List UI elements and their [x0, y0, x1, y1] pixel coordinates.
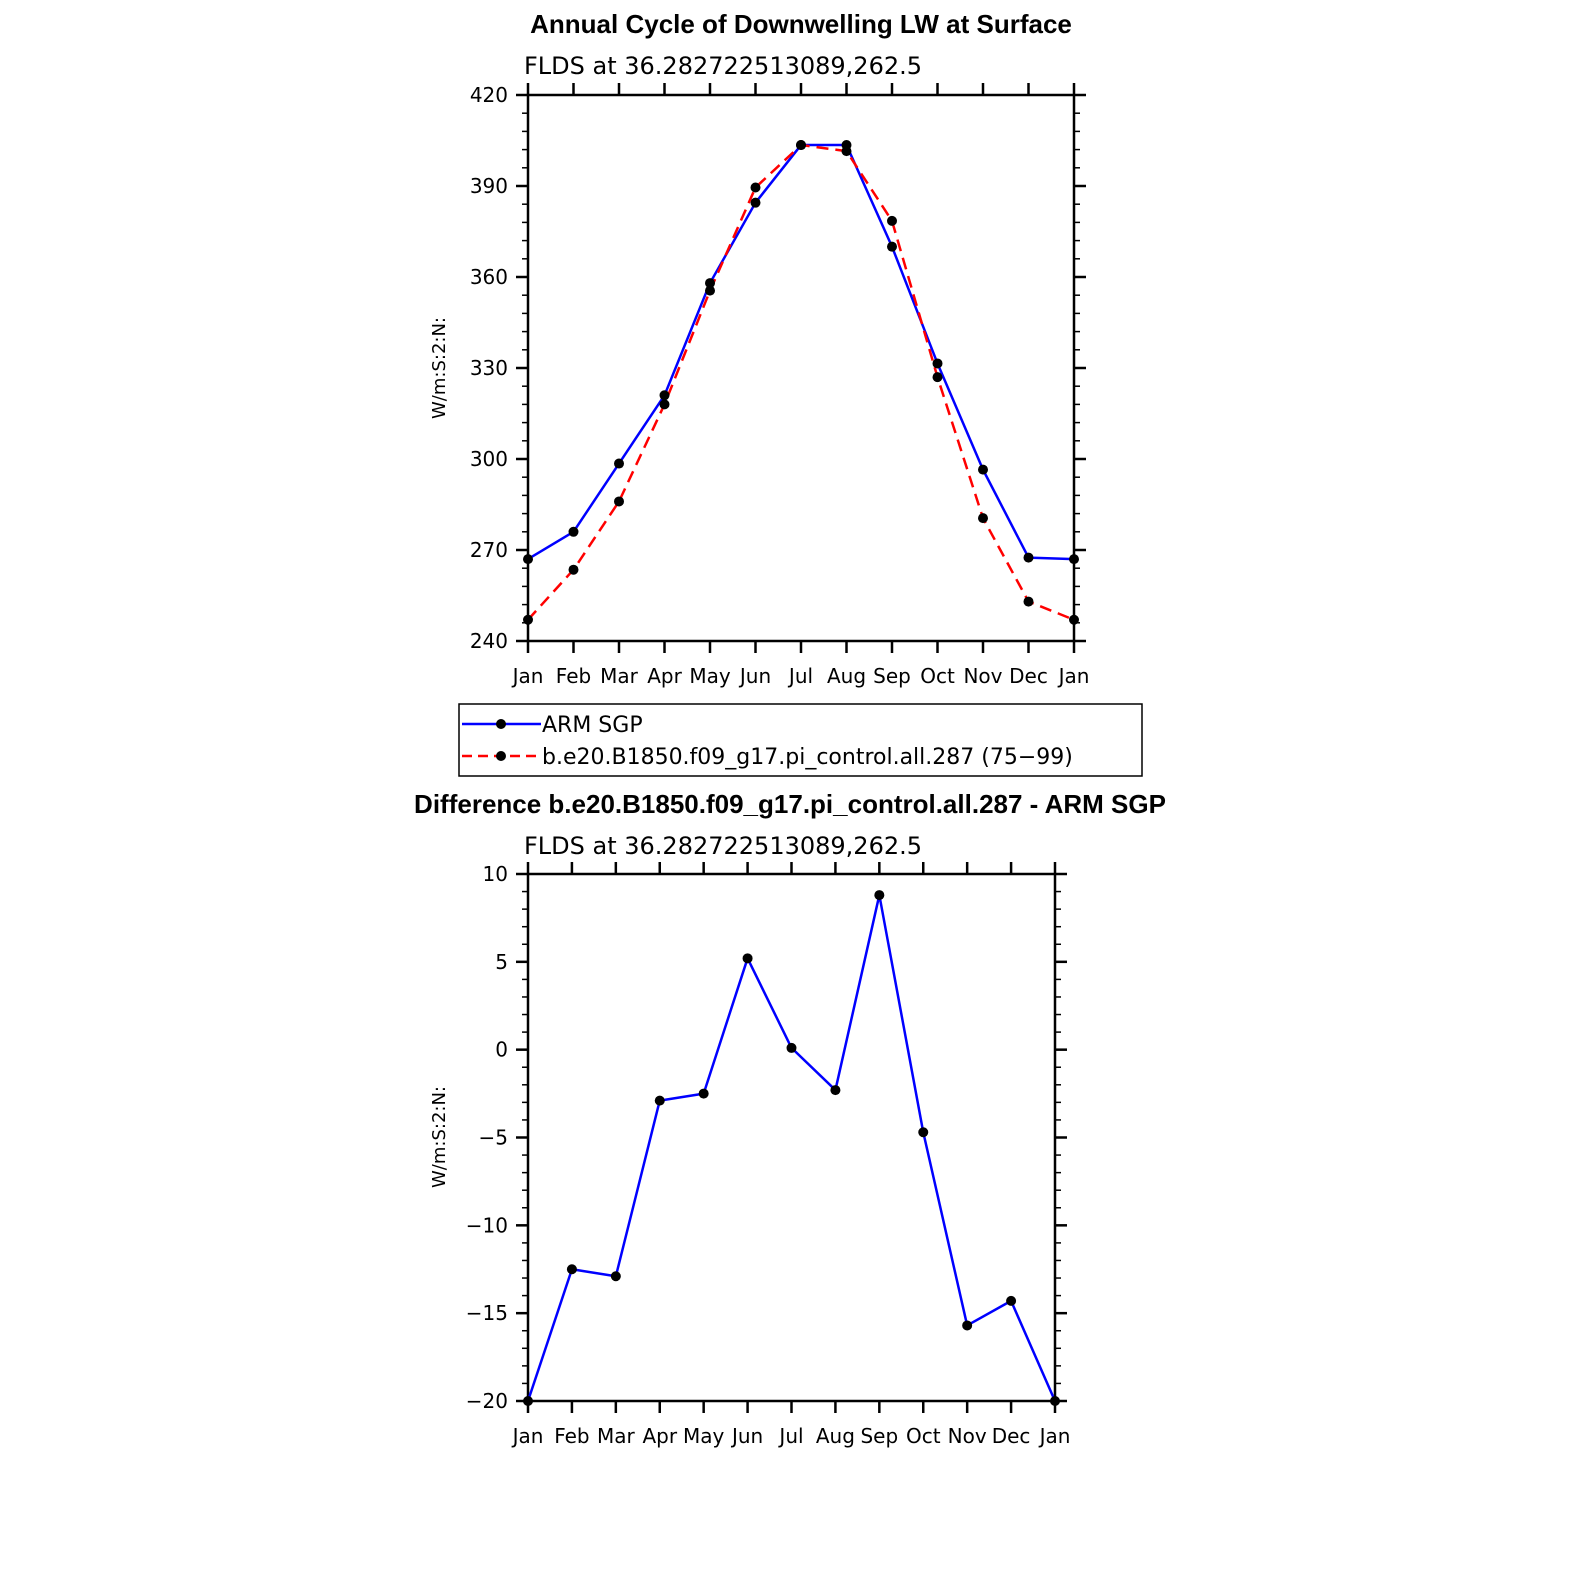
- chart1-series-1-point: [569, 565, 579, 575]
- chart1-xtick-label: Jan: [512, 664, 544, 688]
- chart1-series-0-point: [1069, 554, 1079, 564]
- legend-marker-model: [496, 751, 506, 761]
- chart1-series-0-point: [660, 390, 670, 400]
- chart1-xtick-label: May: [689, 664, 731, 688]
- chart1-series-0-point: [887, 242, 897, 252]
- chart1-ytick-label: 420: [469, 83, 508, 107]
- chart2-xtick-label: Mar: [596, 1424, 635, 1448]
- chart2-plot: [466, 862, 1071, 1448]
- chart2-series-0-point: [655, 1096, 665, 1106]
- chart1-series-line-0: [528, 145, 1074, 559]
- chart1-series-1-point: [705, 286, 715, 296]
- chart1-xtick-label: Jul: [788, 664, 814, 688]
- chart1-series-1-point: [614, 496, 624, 506]
- chart1-plot: [470, 83, 1090, 688]
- chart2-series-0-point: [787, 1043, 797, 1053]
- chart2-ytick-label: 10: [482, 862, 508, 886]
- legend-label-arm-sgp: ARM SGP: [542, 713, 643, 738]
- chart1-series-1-point: [842, 146, 852, 156]
- chart2-ytick-label: −5: [478, 1125, 508, 1150]
- chart2-series-0-point: [523, 1396, 533, 1406]
- chart1-xtick-label: Apr: [647, 664, 682, 688]
- chart1-series-1-point: [1069, 615, 1079, 625]
- chart1-series-1-point: [1024, 597, 1034, 607]
- chart1-series-1-point: [933, 372, 943, 382]
- chart2-ytick-label: −20: [465, 1389, 508, 1413]
- chart2-series-0-point: [830, 1085, 840, 1095]
- chart2-xtick-label: Aug: [815, 1424, 855, 1448]
- chart2-ytick-label: 5: [495, 949, 508, 974]
- chart2-xtick-label: Dec: [991, 1424, 1031, 1448]
- chart1-frame: [528, 95, 1074, 641]
- chart1-ylabel: W/m:S:2:N:: [429, 317, 450, 419]
- chart2-series-0-point: [918, 1127, 928, 1137]
- chart1-xtick-label: Aug: [826, 664, 867, 688]
- chart1-series-1-point: [660, 399, 670, 409]
- chart2-series-0-point: [699, 1089, 709, 1099]
- chart1-series-1-point: [978, 513, 988, 523]
- chart2-xtick-label: Sep: [860, 1424, 899, 1448]
- chart1-series-0-point: [1024, 553, 1034, 563]
- chart1-ytick-label: 240: [469, 629, 508, 653]
- chart2-series-0-point: [611, 1271, 621, 1281]
- chart2-ylabel: W/m:S:2:N:: [429, 1086, 450, 1188]
- chart2-series-0-point: [874, 890, 884, 900]
- chart2-xtick-label: Apr: [642, 1424, 678, 1448]
- chart1-xtick-label: Feb: [555, 664, 592, 688]
- chart2-xtick-label: Nov: [947, 1424, 987, 1448]
- chart1-ytick-label: 300: [469, 447, 508, 471]
- chart1-xtick-label: Sep: [873, 664, 911, 688]
- legend-label-model: b.e20.B1850.f09_g17.pi_control.all.287 (75−99): [542, 745, 1073, 770]
- chart1-series-1-point: [796, 140, 806, 150]
- chart2-subtitle: FLDS at 36.282722513089,262.5: [524, 832, 923, 860]
- chart1-series-0-point: [569, 527, 579, 537]
- chart2-title: Difference b.e20.B1850.f09_g17.pi_control.all.287 - ARM SGP: [414, 789, 1166, 819]
- chart1-series-0-point: [614, 459, 624, 469]
- chart1-xtick-label: Mar: [600, 664, 638, 688]
- chart1-xtick-label: Dec: [1009, 664, 1048, 688]
- chart2-series-0-point: [567, 1264, 577, 1274]
- chart1-xtick-label: Nov: [963, 664, 1003, 688]
- chart2-series-0-point: [1050, 1396, 1060, 1406]
- chart1-series-1-point: [751, 183, 761, 193]
- chart1-ytick-label: 360: [469, 265, 508, 289]
- chart2-series-line-0: [528, 895, 1055, 1401]
- chart1-series-0-point: [523, 554, 533, 564]
- chart1-ytick-label: 390: [469, 174, 508, 198]
- chart1-ytick-label: 270: [469, 538, 508, 562]
- chart2-series-0-point: [1006, 1296, 1016, 1306]
- legend-marker-arm-sgp: [496, 719, 506, 729]
- chart1-title: Annual Cycle of Downwelling LW at Surface: [530, 9, 1072, 39]
- chart2-xtick-label: Oct: [905, 1424, 941, 1448]
- chart2-series-0-point: [962, 1320, 972, 1330]
- chart2-xtick-label: Feb: [554, 1424, 590, 1448]
- chart2-series-0-point: [743, 953, 753, 963]
- chart2-xtick-label: Jun: [731, 1424, 764, 1448]
- chart1-series-1-point: [523, 615, 533, 625]
- chart1-legend: [459, 704, 1142, 776]
- chart2-xtick-label: Jul: [779, 1424, 804, 1448]
- chart1-series-1-point: [887, 216, 897, 226]
- chart1-series-line-1: [528, 145, 1074, 620]
- chart1-ytick-label: 330: [469, 356, 508, 380]
- chart1-xtick-label: Oct: [920, 664, 955, 688]
- chart1-xtick-label: Jun: [739, 664, 772, 688]
- chart1-xtick-label: Jan: [1058, 664, 1090, 688]
- chart2-xtick-label: Jan: [1039, 1424, 1071, 1448]
- chart1-subtitle: FLDS at 36.282722513089,262.5: [524, 52, 923, 80]
- chart2-xtick-label: May: [682, 1424, 725, 1448]
- chart1-series-0-point: [978, 465, 988, 475]
- chart1-series-0-point: [933, 358, 943, 368]
- chart1-series-0-point: [751, 198, 761, 208]
- chart2-xtick-label: Jan: [512, 1424, 544, 1448]
- chart2-ytick-label: 0: [495, 1037, 508, 1062]
- chart2-ytick-label: −15: [465, 1301, 508, 1326]
- chart2-ytick-label: −10: [465, 1213, 508, 1238]
